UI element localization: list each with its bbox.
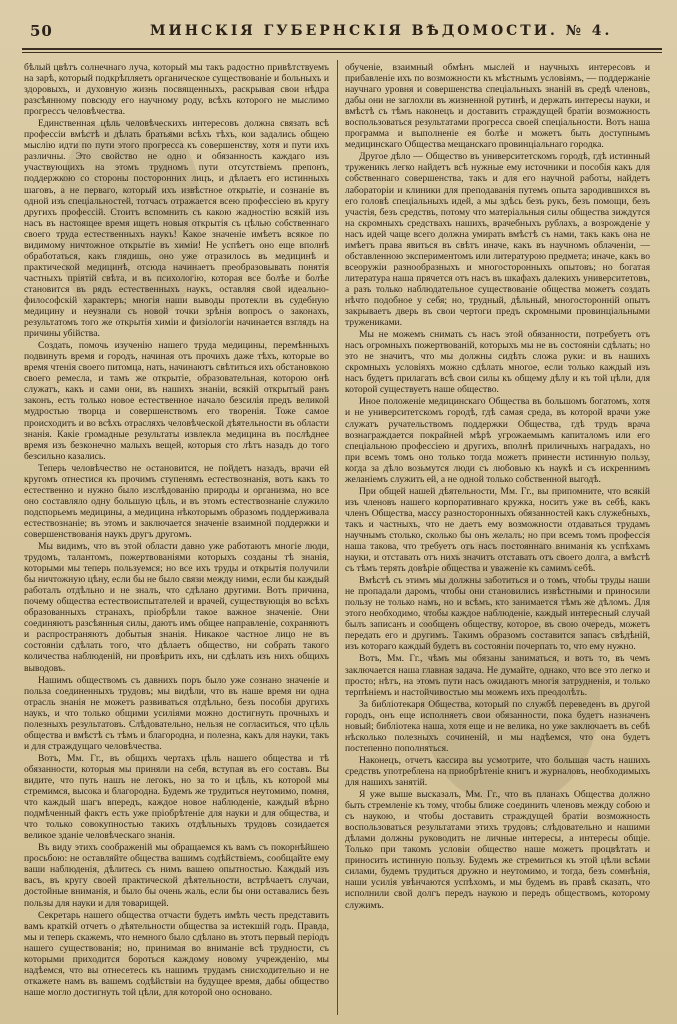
paragraph: Мы не можемъ снимать съ насъ этой обязанности, потребуетъ отъ насъ огромныхъ пожертвованій, которыхъ мы не въ состояніи сдѣлать; но это не значитъ, что мы должны сидѣть сложа руки: и въ нашихъ скромныхъ условіяхъ можно сдѣлать многое, если только каждый изъ насъ будетъ прилагать всѣ свои силы къ общему дѣлу и къ той цѣли, для которой существуетъ наше общество. xyxy=(345,329,650,396)
paragraph: Наконецъ, отчетъ кассира вы усмотрите, что большая часть нашихъ средствъ употреблена на приобрѣтеніе книгъ и журналовъ, необходимыхъ для нашихъ занятій. xyxy=(345,754,650,788)
paragraph: Я уже выше высказалъ, Мм. Гг., что въ планахъ Общества должно быть стремленіе къ тому, чтобы ближе соединить членовъ между собою и съ наукою, и чтобы доставить страждущей братіи возможность воспользоваться результатами этихъ трудовъ; слѣдовательно и нашими дѣлами должны руководить не личные интересы, а интересы общіе. Только при такомъ условіи общество наше можетъ процвѣтать и приносить истинную пользу. Будемъ же стремиться къ этой цѣли всѣми силами, будемъ трудиться дружно и неутомимо, и тогда, безъ сомнѣнія, наши усилія увѣнчаются успѣхомъ, и мы будемъ въ правѣ сказать, что исполнили свой долгъ передъ наукою и передъ обществомъ, которому служимъ. xyxy=(345,789,650,911)
paragraph: Вотъ, Мм. Гг., въ общихъ чертахъ цѣль нашего общества и тѣ обязанности, которыя мы приняли на себя, вступая въ его составъ. Вы видите, что путь нашъ не легокъ, но за то и цѣль, къ которой мы стремимся, высока и благородна. Будемъ же трудиться неутомимо, помня, что каждый шагъ впередъ, каждое новое наблюденіе, каждый вѣрно подмѣченный фактъ есть уже пріобрѣтеніе для науки и для общества, и что только совокупностью такихъ отдѣльныхъ трудовъ созидается великое зданіе человѣческаго знанія. xyxy=(24,752,329,842)
paragraph: Мы видимъ, что въ этой области давно уже работаютъ многіе люди, трудомъ, талантомъ, пожертвованіями которыхъ созданы тѣ знанія, которыми мы теперь пользуемся; но все ихъ труды и открытія получили бы ничтожную цѣну, если бы не было связи между ними, если бы каждый работалъ отдѣльно и не зналъ, что сдѣлано другими. Вотъ причина, почему общества естествоиспытателей и врачей, существующія во всѣхъ образованныхъ странахъ, пріобрѣли такое важное значеніе. Они соединяютъ разсѣянныя силы, даютъ имъ общее направленіе, сохраняютъ и распространяютъ добытыя знанія. Никакое частное лицо не въ состояніи сдѣлать того, что дѣлаетъ общество, ни собрать такого количества наблюденій, ни провѣрить ихъ, ни сдѣлать изъ нихъ общихъ выводовъ. xyxy=(24,541,329,674)
paragraph: При общей нашей дѣятельности, Мм. Гг., вы припомните, что всякій изъ членовъ нашего корпоративнаго кружка, носитъ уже въ себѣ, какъ членъ Общества, массу разносторонныхъ обязанностей какъ служебныхъ, такъ и частныхъ, что не даетъ ему возможности отдаваться трудамъ научнымъ столько, сколько бы онъ желалъ; но при всемъ томъ профессія наша такова, что требуетъ отъ насъ постояннаго вниманія къ успѣхамъ науки, и отставать отъ нихъ значитъ отставать отъ своего долга, а вмѣстѣ съ тѣмъ терять довѣріе общества и уваженіе къ самимъ себѣ. xyxy=(345,485,650,575)
paragraph: Создать, помочь изученію нашего труда медицины, перемѣнныхъ подвинуть время и городъ, начиная отъ прочихъ даже тѣхъ, которые во время чтенія своего питомца, нать, начинаютъ свѣтиться ихъ обстановкою своего ремесла, и тамъ же открытіе, образовательная, которою онѣ служатъ, какъ и сами они, въ нашихъ знаніи, всякій открытый ранъ законъ, есть только новое естественное начало безсилія предъ великой мудростью творца и совершенствомъ его творенія. Тоже самое происходитъ и во всѣхъ отрасляхъ человѣческой дѣятельности въ области знанія. Какіе громадные результаты извлекла медицина въ послѣднее время изъ безконечно малыхъ вещей, которыя сто лѣтъ назадъ до того безсильно казались. xyxy=(24,340,329,462)
page-header xyxy=(0,18,677,44)
column-divider xyxy=(337,60,338,1015)
paragraph: За библіотекаря Общества, который по службѣ переведенъ въ другой городъ, онъ еще исполняетъ свои обязанности, пока будетъ назначенъ новый; библіотека наша, хотя еще и не велика, но уже заключаетъ въ себѣ нѣсколько полезныхъ сочиненій, и мы надѣемся, что она будетъ постепенно пополняться. xyxy=(345,698,650,754)
header-rule xyxy=(22,48,662,50)
header-rule-thin xyxy=(22,52,662,53)
paragraph: обученіе, взаимный обмѣнъ мыслей и научныхъ интересовъ и прибавленіе ихъ по возможности къ мѣстнымъ условіямъ, — поддержаніе научнаго уровня и совершенства спеціальныхъ знаній въ средѣ членовъ, дабы они не заглохли въ жизненной рутинѣ, и держать интересы науки, и вмѣстѣ съ тѣмъ наконецъ и доставить страждущей братіи возможность воспользоваться результатами прогресса своей спеціальности. Вотъ наша программа и выполненіе ея болѣе и можетъ быть доступнымъ медицинскаго Общества мещанскаго провинціальнаго городка. xyxy=(345,62,650,151)
paragraph: Другое дѣло — Общество въ университетскомъ городѣ, гдѣ истинный труженикъ легко найдетъ всѣ нужные ему источники и пособія какъ для собственнаго совершенства, такъ и для его научной работы, найдетъ лабораторіи и клиники для преподаванія путемъ опыта зародившихся въ его головѣ спеціальныхъ идей, а мы здѣсь безъ рукъ, безъ помощи, безъ участія, безъ средствъ, потому что матеріальныя силы общества зиждутся на скромныхъ средствахъ нашихъ, врачебныхъ рублахъ, а возрожденіе у насъ идей чаще всего должна умирать вмѣстѣ съ нами, такъ какъ она не имѣетъ права явиться въ свѣтъ иначе, какъ въ научномъ облаченіи, — обставленною экспериментомъ или литературою предмета; иначе, какъ во всеоружіи разнообразныхъ и многосторонныхъ опытовъ; но богатая литература наша прячется отъ насъ въ шкафахъ далекихъ университетовъ, а разъ только наблюдательное существованіе общества можетъ создать нѣчто подобное у себя; но, трудный, дѣльный, многосторонній опытъ закрываетъ дверь въ свои чертоги предъ скромными провинціальными тружениками. xyxy=(345,151,650,329)
paragraph: Нашимъ обществомъ съ давнихъ поръ было уже сознано значеніе и польза соединенныхъ трудовъ; мы видѣли, что въ наше время ни одна отрасль знанія не можетъ развиваться отдѣльно, безъ пособія другихъ наукъ, и что только общими усиліями можно достигнуть прочныхъ и полезныхъ результатовъ. Слѣдовательно, нельзя не согласиться, что цѣль общества и вмѣстѣ съ тѣмъ и благородна, и полезна, какъ для науки, такъ и для страждущаго человѣчества. xyxy=(24,674,329,752)
newspaper-title: МИНСКІЯ ГУБЕРНСКІЯ ВѢДОМОСТИ. № 4. xyxy=(150,23,613,39)
paragraph: Теперь человѣчество не остановится, не пойдетъ назадъ, врачи ей кругомъ отнестися къ прочимъ ступенямъ естествознанія, вотъ какъ то естественно и нужно было изслѣдованію природы и организма, но все оно составляло одну большую цѣль, и въ этомъ естествознаніе служило подспорьемъ медицины, а медицина нѣкоторымъ образомъ поддерживала естествознаніе; въ этомъ и заключается значеніе взаимной поддержки и совершенствованія наукъ другъ другомъ. xyxy=(24,462,329,540)
page-number: 50 xyxy=(30,22,53,40)
paragraph: Секретарь нашего общества отчасти будетъ имѣть честь представить вамъ краткій отчетъ о дѣятельности общества за истекшій годъ. Правда, мы и теперь скажемъ, что немного было сдѣлано въ этотъ первый періодъ нашего существованія; но, принимая во вниманіе всѣ трудности, съ которыми приходится бороться каждому новому учрежденію, мы надѣемся, что вы отнесетесь къ нашимъ трудамъ снисходительно и не откажете намъ въ вашемъ содѣйствіи на будущее время, дабы общество наше могло достигнуть той цѣли, для которой оно основано. xyxy=(24,909,329,998)
paragraph: бѣлый цвѣтъ солнечнаго луча, который мы такъ радостно привѣтствуемъ на зарѣ, который подкрѣпляетъ органическое существованіе и больныхъ и здоровыхъ, и духовную жизнь посвященныхъ, раскрывая свои нѣдра разсѣянному повсюду его научному роду, всѣхъ которого не мыслимо прогрессъ человѣчества. xyxy=(24,62,329,118)
paragraph: Вмѣстѣ съ этимъ мы должны заботиться и о томъ, чтобы труды наши не пропадали даромъ, чтобы они становились извѣстными и приносили пользу не только намъ, но и всѣмъ, кто занимается тѣмъ же дѣломъ. Для этого необходимо, чтобы каждое наблюденіе, каждый интересный случай былъ записанъ и сообщенъ обществу, которое, въ свою очередь, можетъ передать его и другимъ. Такимъ образомъ составится запасъ свѣдѣній, изъ котораго каждый будетъ въ состояніи почерпать то, что ему нужно. xyxy=(345,575,650,653)
paragraph: Вотъ, Мм. Гг., чѣмъ мы обязаны заниматься, и вотъ то, въ чемъ заключается наша главная задача. Не думайте, однако, что все это легко и просто; нѣтъ, на этомъ пути насъ ожидаютъ многія затрудненія, и только терпѣніемъ и настойчивостью мы можемъ ихъ преодолѣть. xyxy=(345,653,650,698)
left-column xyxy=(24,62,329,1012)
right-column xyxy=(345,62,650,1012)
paragraph: Единственная цѣль человѣческихъ интересовъ должна связать всѣ профессіи вмѣстѣ и дѣлать братьями всѣхъ тѣхъ, кои задались общею мыслію идти по пути этого прогресса къ совершенству, хотя и пути ихъ различны. Это свойство не одно и обязанность каждаго изъ участвующихъ на этомъ трудномъ пути отсутствіемъ препонъ, поддержкою со стороны посторонних лицъ, и дѣлаетъ его истинныхъ шаговъ, а не перваго, который ихъ извѣстное открытіе, и сознаніе въ одной изъ спеціальностей, тотчасъ отражается всею профессіею въ кругу другихъ профессій. Стоитъ вспомнить съ какою жадностію всякій изъ насъ въ настоящее время ищетъ новыя открытія съ цѣлью собственнаго своего труда естественныхъ наукъ! Какое значеніе имѣетъ всякое по видимому ничтожное открытіе въ химіи! Не успѣетъ оно еще вполнѣ обработаться, какъ глядишь, оно уже отразилось въ медицинѣ и практической медицинѣ, отсюда начинаетъ преобразовывать понятія частныхъ пріятій свѣта, и въ психологію, которая все болѣе и болѣе становится въ рядъ естественныхъ наукъ, оставляя свой идеально-философскій характеръ; многія наши выводы протекли въ судебную медицину и неузнали съ новой точки зрѣнія вопросъ о законахъ, результатомъ того же открытія химіи и физіологіи начинается взглядъ на причины убійства. xyxy=(24,118,329,340)
paragraph: Въ виду этихъ соображеній мы обращаемся къ вамъ съ покорнѣйшею просьбою: не оставляйте общества вашимъ содѣйствіемъ, сообщайте ему ваши наблюденія, дѣлитесь съ нимъ вашею опытностью. Каждый изъ васъ, въ кругу своей практической дѣятельности, встрѣчаетъ случаи, достойные вниманія, и было бы очень жаль, если бы они оставались безъ пользы для науки и для товарищей. xyxy=(24,842,329,909)
paragraph: Иное положеніе медицинскаго Общества въ большомъ богатомъ, хотя и не университетскомъ городѣ, гдѣ самая среда, въ которой врачи уже служатъ ручательствомъ поддержки Общества, гдѣ трудъ врача вознаграждается покрайней мѣрѣ угрожаемымъ капиталомъ или его спеціальною профессіею и другихъ, вполнѣ приличныхъ наградахъ, но при всемъ томъ оно только тогда можетъ принести истинную пользу, когда за дѣло возьмутся люди съ любовью къ наукѣ и съ искреннимъ желаніемъ служить ей, а не одной только собственной выгодѣ. xyxy=(345,396,650,485)
